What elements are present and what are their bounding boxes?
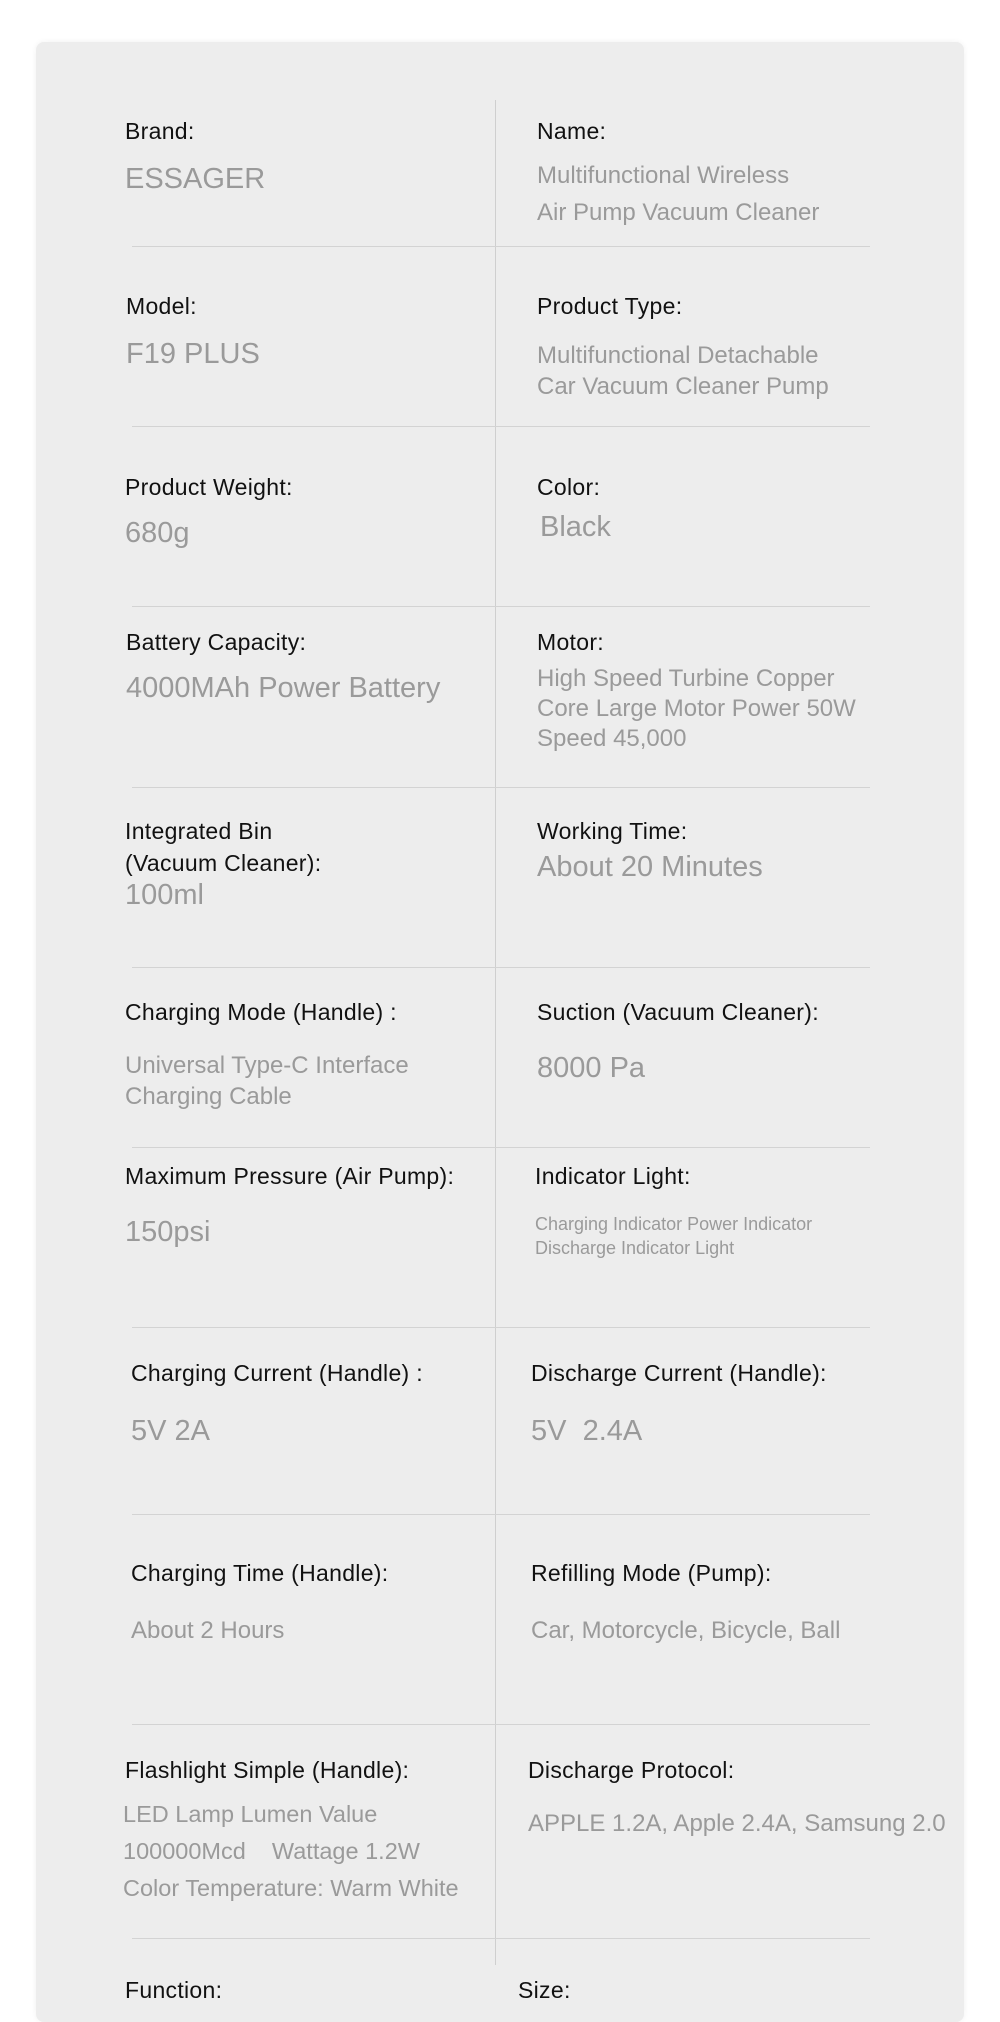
spec-value: F19 PLUS (126, 338, 260, 370)
spec-label: Flashlight Simple (Handle): (125, 1757, 410, 1783)
spec-value: Multifunctional Detachable Car Vacuum Cleaner Pump (537, 342, 829, 400)
spec-label: Working Time: (537, 818, 688, 844)
spec-value: About 2 Hours (131, 1617, 285, 1644)
spec-indicator-light (535, 1160, 812, 1260)
row-divider (132, 246, 870, 247)
row-divider (132, 1514, 870, 1515)
spec-charging-current (131, 1357, 423, 1449)
spec-label: Refilling Mode (Pump): (531, 1560, 772, 1586)
spec-label: Discharge Protocol: (528, 1757, 735, 1783)
row-divider (132, 1327, 870, 1328)
spec-value: Black (540, 511, 611, 543)
spec-function (125, 1974, 222, 2006)
spec-label: Charging Current (Handle) : (131, 1360, 423, 1386)
row-divider (132, 606, 870, 607)
spec-label: Size: (518, 1977, 571, 2003)
spec-label: Model: (126, 293, 197, 319)
column-divider (495, 100, 496, 1965)
spec-label: Product Type: (537, 293, 683, 319)
spec-label: Color: (537, 474, 601, 500)
spec-value: 4000MAh Power Battery (126, 672, 441, 704)
spec-refilling-mode (531, 1557, 840, 1646)
spec-brand (125, 115, 265, 197)
row-divider (132, 1724, 870, 1725)
spec-value: 100ml (125, 879, 204, 911)
spec-value: 5V 2A (131, 1415, 210, 1447)
spec-value: 680g (125, 517, 190, 549)
spec-value: Charging Indicator Power Indicator Discharge Indicator Light (535, 1214, 813, 1258)
spec-label: Product Weight: (125, 474, 293, 500)
spec-value: 150psi (125, 1216, 211, 1248)
spec-value: High Speed Turbine Copper Core Large Motor Power 50W Speed 45,000 (537, 665, 856, 752)
spec-working-time (537, 815, 763, 885)
spec-suction (537, 996, 819, 1086)
spec-name (537, 115, 819, 231)
spec-label: Name: (537, 118, 607, 144)
spec-label: Function: (125, 1977, 223, 2003)
row-divider (132, 787, 870, 788)
spec-model (126, 290, 260, 372)
spec-label: Charging Time (Handle): (131, 1560, 389, 1586)
row-divider (132, 967, 870, 968)
spec-label: Brand: (125, 118, 195, 144)
spec-label: Maximum Pressure (Air Pump): (125, 1163, 455, 1189)
spec-label: Indicator Light: (535, 1163, 691, 1189)
spec-value: ESSAGER (125, 163, 266, 195)
row-divider (132, 426, 870, 427)
spec-value: 8000 Pa (537, 1052, 646, 1084)
spec-battery-capacity (126, 626, 440, 706)
spec-value: About 20 Minutes (537, 851, 763, 883)
spec-integrated-bin (125, 815, 321, 913)
spec-product-type (537, 290, 829, 402)
spec-value: Multifunctional Wireless Air Pump Vacuum Cleaner (537, 162, 820, 226)
spec-value: LED Lamp Lumen Value 100000Mcd Wattage 1.2W Color Temperature: Warm White (123, 1801, 459, 1901)
spec-motor (537, 626, 856, 754)
spec-value: Universal Type-C Interface Charging Cable (125, 1052, 409, 1110)
spec-label: Suction (Vacuum Cleaner): (537, 999, 819, 1025)
spec-label: Charging Mode (Handle) : (125, 999, 397, 1025)
spec-value: 5V 2.4A (531, 1415, 643, 1447)
spec-maximum-pressure (125, 1160, 454, 1250)
spec-color (537, 471, 611, 545)
spec-product-weight (125, 471, 293, 551)
spec-size (518, 1974, 571, 2006)
spec-discharge-protocol (528, 1754, 946, 1839)
spec-discharge-current (531, 1357, 827, 1449)
spec-label: Motor: (537, 629, 604, 655)
row-divider (132, 1147, 870, 1148)
spec-flashlight (125, 1754, 459, 1907)
spec-value: Car, Motorcycle, Bicycle, Ball (531, 1617, 841, 1644)
spec-charging-mode (125, 996, 409, 1112)
spec-label: Integrated Bin (Vacuum Cleaner): (125, 818, 322, 876)
spec-value: APPLE 1.2A, Apple 2.4A, Samsung 2.0 (528, 1810, 946, 1837)
spec-charging-time (131, 1557, 388, 1646)
spec-label: Discharge Current (Handle): (531, 1360, 827, 1386)
spec-label: Battery Capacity: (126, 629, 307, 655)
row-divider (132, 1938, 870, 1939)
